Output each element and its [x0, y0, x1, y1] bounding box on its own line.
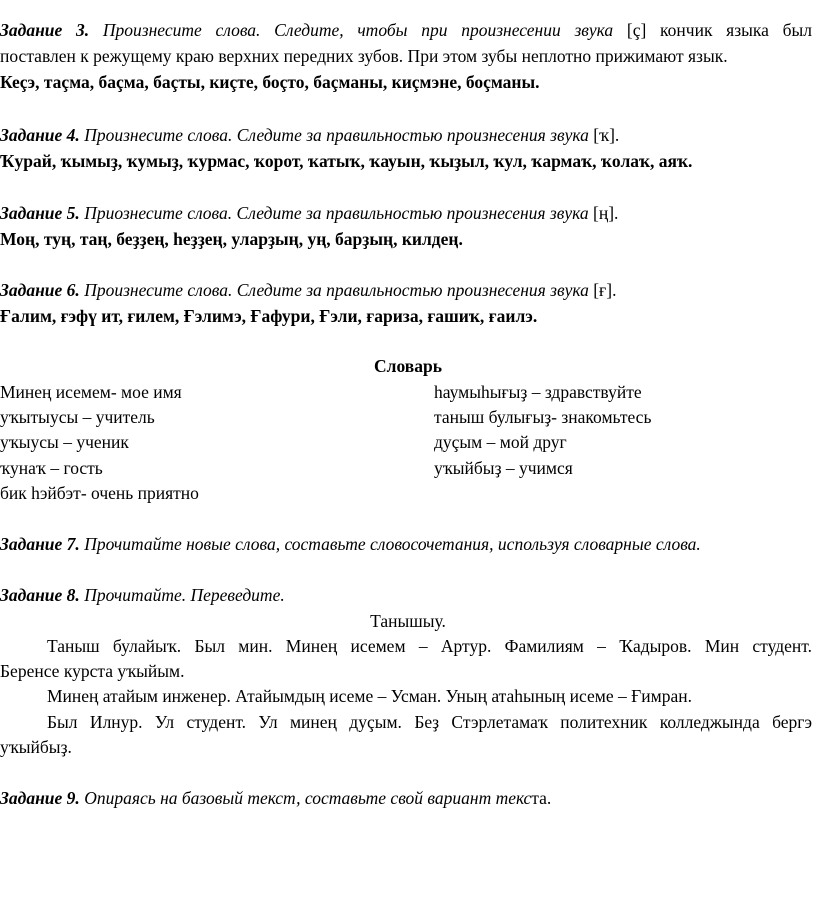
task4-instruction: Произнесите слова. Следите за правильностью произнесения звука: [84, 125, 589, 145]
dictionary-entry: уҡыусы – ученик: [0, 432, 129, 452]
task9-label: Задание 9.: [0, 788, 80, 808]
task8-instruction-line: [0, 583, 285, 608]
dictionary-title: Словарь: [374, 356, 442, 376]
task5-label: Задание 5.: [0, 203, 80, 223]
task4-words: Ҡурай, ҡымыҙ, ҡумыҙ, ҡурмас, ҡорот, ҡатыҡ, ҡауын, ҡыҙыл, ҡул, ҡармаҡ, ҡолаҡ, аяҡ.: [0, 151, 693, 171]
task9-instruction-end: та.: [531, 788, 552, 808]
text-paragraph-3-line1: Был Илнур. Ул студент. Ул минең дуçым. Беҙ Стэрлетамаҡ политехник колледжында бергэ: [47, 712, 812, 732]
task5-instruction-line: [0, 201, 618, 226]
task4-sound: [ҡ].: [593, 125, 620, 145]
text-title: Танышыу.: [370, 611, 446, 631]
task5-sound: [ң].: [593, 203, 619, 223]
task8-instruction: Прочитайте. Переведите.: [84, 585, 285, 605]
dictionary-entry: дуçым – мой друг: [434, 432, 567, 452]
task3-words: Кеçэ, таçма, баçма, баçты, киçте, боçто, баçманы, киçмэне, боçманы.: [0, 72, 540, 92]
task6-words: Ғалим, ғэфү ит, ғилем, Ғэлимэ, Ғафури, Ғэли, ғариза, ғашиҡ, ғаилэ.: [0, 306, 538, 326]
task3-instruction-line1: [0, 18, 812, 43]
dictionary-entry: һаумыһығыҙ – здравствуйте: [434, 382, 642, 402]
text-paragraph-2: Минең атайым инженер. Атайымдың исеме – Усман. Уның атаһының исеме – Ғимран.: [47, 686, 692, 706]
task5-words: Моң, туң, таң, беҙҙең, һеҙҙең, уларҙың, уң, барҙың, килдең.: [0, 229, 463, 249]
task9-instruction: Опираясь на базовый текст, составьте свой вариант текс: [84, 788, 532, 808]
task3-instruction: Произнесите слова. Следите, чтобы при произнесении звука: [102, 20, 614, 40]
task7-instruction: Прочитайте новые слова, составьте словосочетания, используя словарные слова.: [84, 534, 701, 554]
text-paragraph-1-line1: Таныш булайыҡ. Был мин. Минең исемем – Артур. Фамилиям – Ҡадыров. Мин студент.: [47, 636, 812, 656]
dictionary-entry: Минең исемем- мое имя: [0, 382, 182, 402]
task9-instruction-line: [0, 786, 551, 811]
dictionary-entry: уҡытыусы – учитель: [0, 407, 155, 427]
dictionary-entry: таныш булығыҙ- знакомьтесь: [434, 407, 652, 427]
dictionary-entry: уҡыйбыҙ – учимся: [434, 458, 573, 478]
dictionary-entry: бик һэйбэт- очень приятно: [0, 483, 199, 503]
task6-instruction-line: [0, 278, 616, 303]
task7-instruction-line: [0, 532, 701, 557]
task5-instruction: Приознесите слова. Следите за правильностью произнесения звука: [84, 203, 589, 223]
task3-label: Задание 3.: [0, 20, 90, 40]
task6-label: Задание 6.: [0, 280, 80, 300]
task4-instruction-line: [0, 123, 619, 148]
task6-sound: [ғ].: [593, 280, 617, 300]
text-paragraph-1-line2: Беренсе курста уҡыйым.: [0, 661, 185, 681]
task8-label: Задание 8.: [0, 585, 80, 605]
task6-instruction: Произнесите слова. Следите за правильностью произнесения звука: [84, 280, 589, 300]
text-paragraph-3-line2: уҡыйбыҙ.: [0, 737, 72, 757]
task3-sound: [ç]: [626, 20, 647, 40]
task7-label: Задание 7.: [0, 534, 80, 554]
dictionary-entry: ҡунаҡ – гость: [0, 458, 103, 478]
task3-instruction-line2: поставлен к режущему краю верхних передних зубов. При этом зубы неплотно прижимают язык.: [0, 46, 728, 66]
task4-label: Задание 4.: [0, 125, 80, 145]
task3-instruction-cont: кончик языка был: [660, 20, 813, 40]
